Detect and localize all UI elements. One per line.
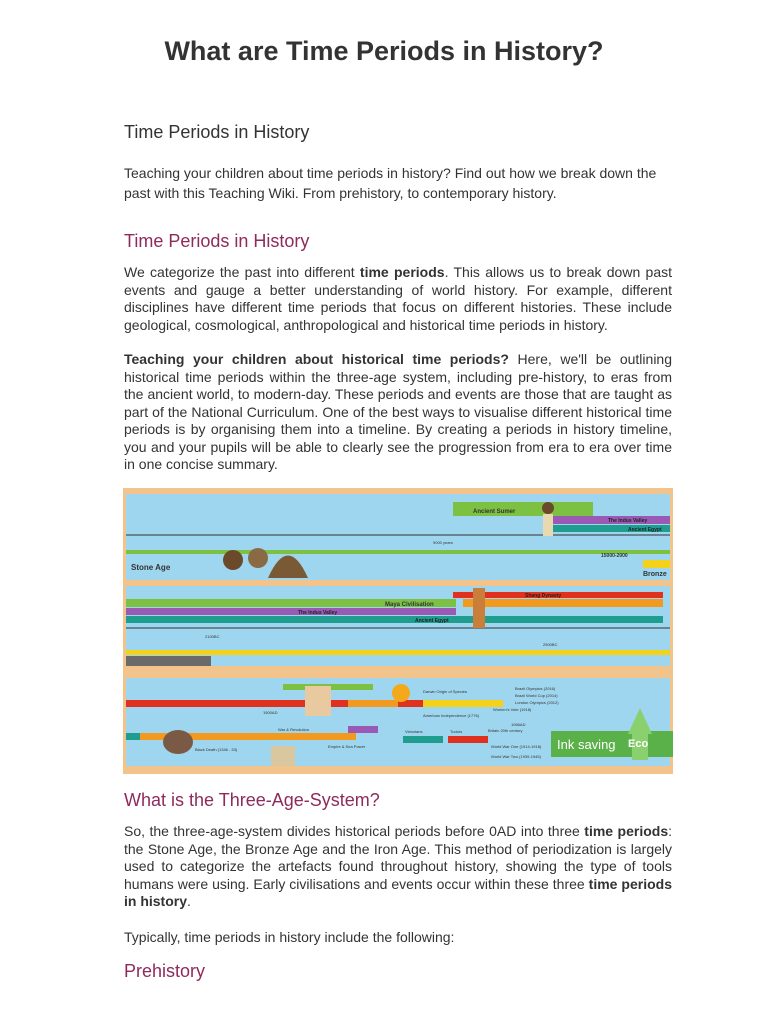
bar-yellow xyxy=(423,700,503,707)
section-heading: Time Periods in History xyxy=(124,231,310,251)
text: : the Stone Age, the Bronze Age and the Iron Age. This method of periodization is largely used to categorize the artefacts found throughout history, showing the type of tools humans were using. Early civilisations and events occur within these three xyxy=(124,823,672,892)
label-stone-age: Stone Age xyxy=(131,563,171,572)
label-tudors: Tudors xyxy=(450,729,463,734)
label-ww1: World War One (1914-1918) xyxy=(491,744,542,749)
bold-text: time periods xyxy=(584,823,669,839)
paragraph: Typically, time periods in history include the following: xyxy=(124,928,455,945)
intro-paragraph: Teaching your children about time periods in history? Find out how we break down the past with this Teaching Wiki. From prehistory, to contemporary history. xyxy=(124,165,657,201)
paragraph xyxy=(124,823,672,911)
label-darwin: Darwin Origin of Species xyxy=(423,689,468,694)
text: . This allows us to break down past events and gauge a better understanding of world history. For example, different disciplines have different time periods that focus on different histories. These include geological, cosmological, anthropological and historical time periods in history. xyxy=(124,264,672,333)
bar-purple xyxy=(348,726,378,733)
label-eco: Eco xyxy=(628,738,649,750)
bar-indus xyxy=(543,516,670,524)
label-world-cup: Brazil World Cup (2014) xyxy=(515,693,558,698)
timeline-illustration xyxy=(123,488,673,774)
section-heading: What is the Three-Age-System? xyxy=(124,790,380,810)
label-indus: The Indus Valley xyxy=(608,518,648,524)
bold-text: Teaching your children about historical time periods? xyxy=(124,351,509,367)
bar-egypt-2 xyxy=(126,616,663,623)
section-heading: Time Periods in History xyxy=(124,122,310,142)
label-war: War & Revolution xyxy=(278,727,309,732)
figure-king xyxy=(305,686,331,716)
label-american: American Independence (1776) xyxy=(423,713,480,718)
bar-stone xyxy=(126,550,670,554)
bar-teal xyxy=(126,733,140,740)
figure-warrior xyxy=(473,588,485,628)
dragon-icon xyxy=(392,684,410,702)
label-sumer: Ancient Sumer xyxy=(473,509,516,515)
label-black-death: Black Death (1346 - 53) xyxy=(195,747,238,752)
section-three-age xyxy=(124,790,672,946)
label-indus-2: The Indus Valley xyxy=(298,610,338,616)
figure-caveman xyxy=(248,548,268,568)
figure-sumerian xyxy=(543,514,553,536)
section-intro xyxy=(124,122,672,203)
text: So, the three-age-system divides historical periods before 0AD into three xyxy=(124,823,585,839)
bar-orange-2 xyxy=(348,700,398,707)
bold-text: time periods in history xyxy=(124,875,672,909)
label-empire: Empire & Sea Power xyxy=(328,744,366,749)
label-date: 15000-2000 xyxy=(601,553,628,559)
paragraph xyxy=(124,351,672,474)
figure-sumerian xyxy=(542,502,554,514)
section-time-periods xyxy=(124,231,672,474)
label-1066: 1066AD xyxy=(511,722,526,727)
label-date: 2100BC xyxy=(205,634,220,639)
label-shang: Shang Dynasty xyxy=(525,593,562,599)
stonehenge-icon xyxy=(126,656,211,666)
timeline-image xyxy=(123,488,673,774)
section-prehistory xyxy=(124,961,672,982)
label-britain: Britain 20th century xyxy=(488,728,523,733)
text: . xyxy=(187,893,191,909)
label-ww2: World War Two (1939-1945) xyxy=(491,754,541,759)
label-date: 2500BC xyxy=(543,642,558,647)
bar-indus-2 xyxy=(126,608,456,615)
figure-caveman xyxy=(223,550,243,570)
bar-tudors xyxy=(448,736,488,743)
label-date: 1500AD xyxy=(263,710,278,715)
section-heading: Prehistory xyxy=(124,961,206,981)
figure-victorian xyxy=(271,746,295,766)
bar-bronze xyxy=(643,560,670,568)
page-title: What are Time Periods in History? xyxy=(164,36,604,66)
label-bronze: Bronze xyxy=(643,571,667,578)
bar-orange xyxy=(463,599,663,607)
bar-war xyxy=(126,733,356,740)
bar-victorians xyxy=(403,736,443,743)
label-egypt-2: Ancient Egypt xyxy=(415,618,449,624)
label-brazil: Brazil Olympics (2016) xyxy=(515,686,556,691)
text: We categorize the past into different xyxy=(124,264,360,280)
label-maya: Maya Civilisation xyxy=(385,602,434,608)
paragraph xyxy=(124,264,672,334)
bold-text: time periods xyxy=(359,264,445,280)
label-egypt: Ancient Egypt xyxy=(628,527,662,533)
bar-bronze-2 xyxy=(126,650,670,655)
label-london: London Olympics (2012) xyxy=(515,700,559,705)
text: Here, we'll be outlining historical time periods within the three-age system, including pre-history, to eras from the ancient world, to modern-day. These periods and events are those that are taught as part of the National Curriculum. One of the best ways to visualise different historical time periods is by organising them into a timeline. By creating a periods in history timeline, you and your pupils will be able to clearly see the progression from era to era over time in one concise summary. xyxy=(124,351,673,472)
label-years: 9000 years xyxy=(433,540,453,545)
label-ink-saving: Ink saving xyxy=(557,737,616,752)
label-victorians: Victorians xyxy=(405,729,423,734)
label-vote: Women's Vote (1918) xyxy=(493,707,532,712)
rat-icon xyxy=(163,730,193,754)
